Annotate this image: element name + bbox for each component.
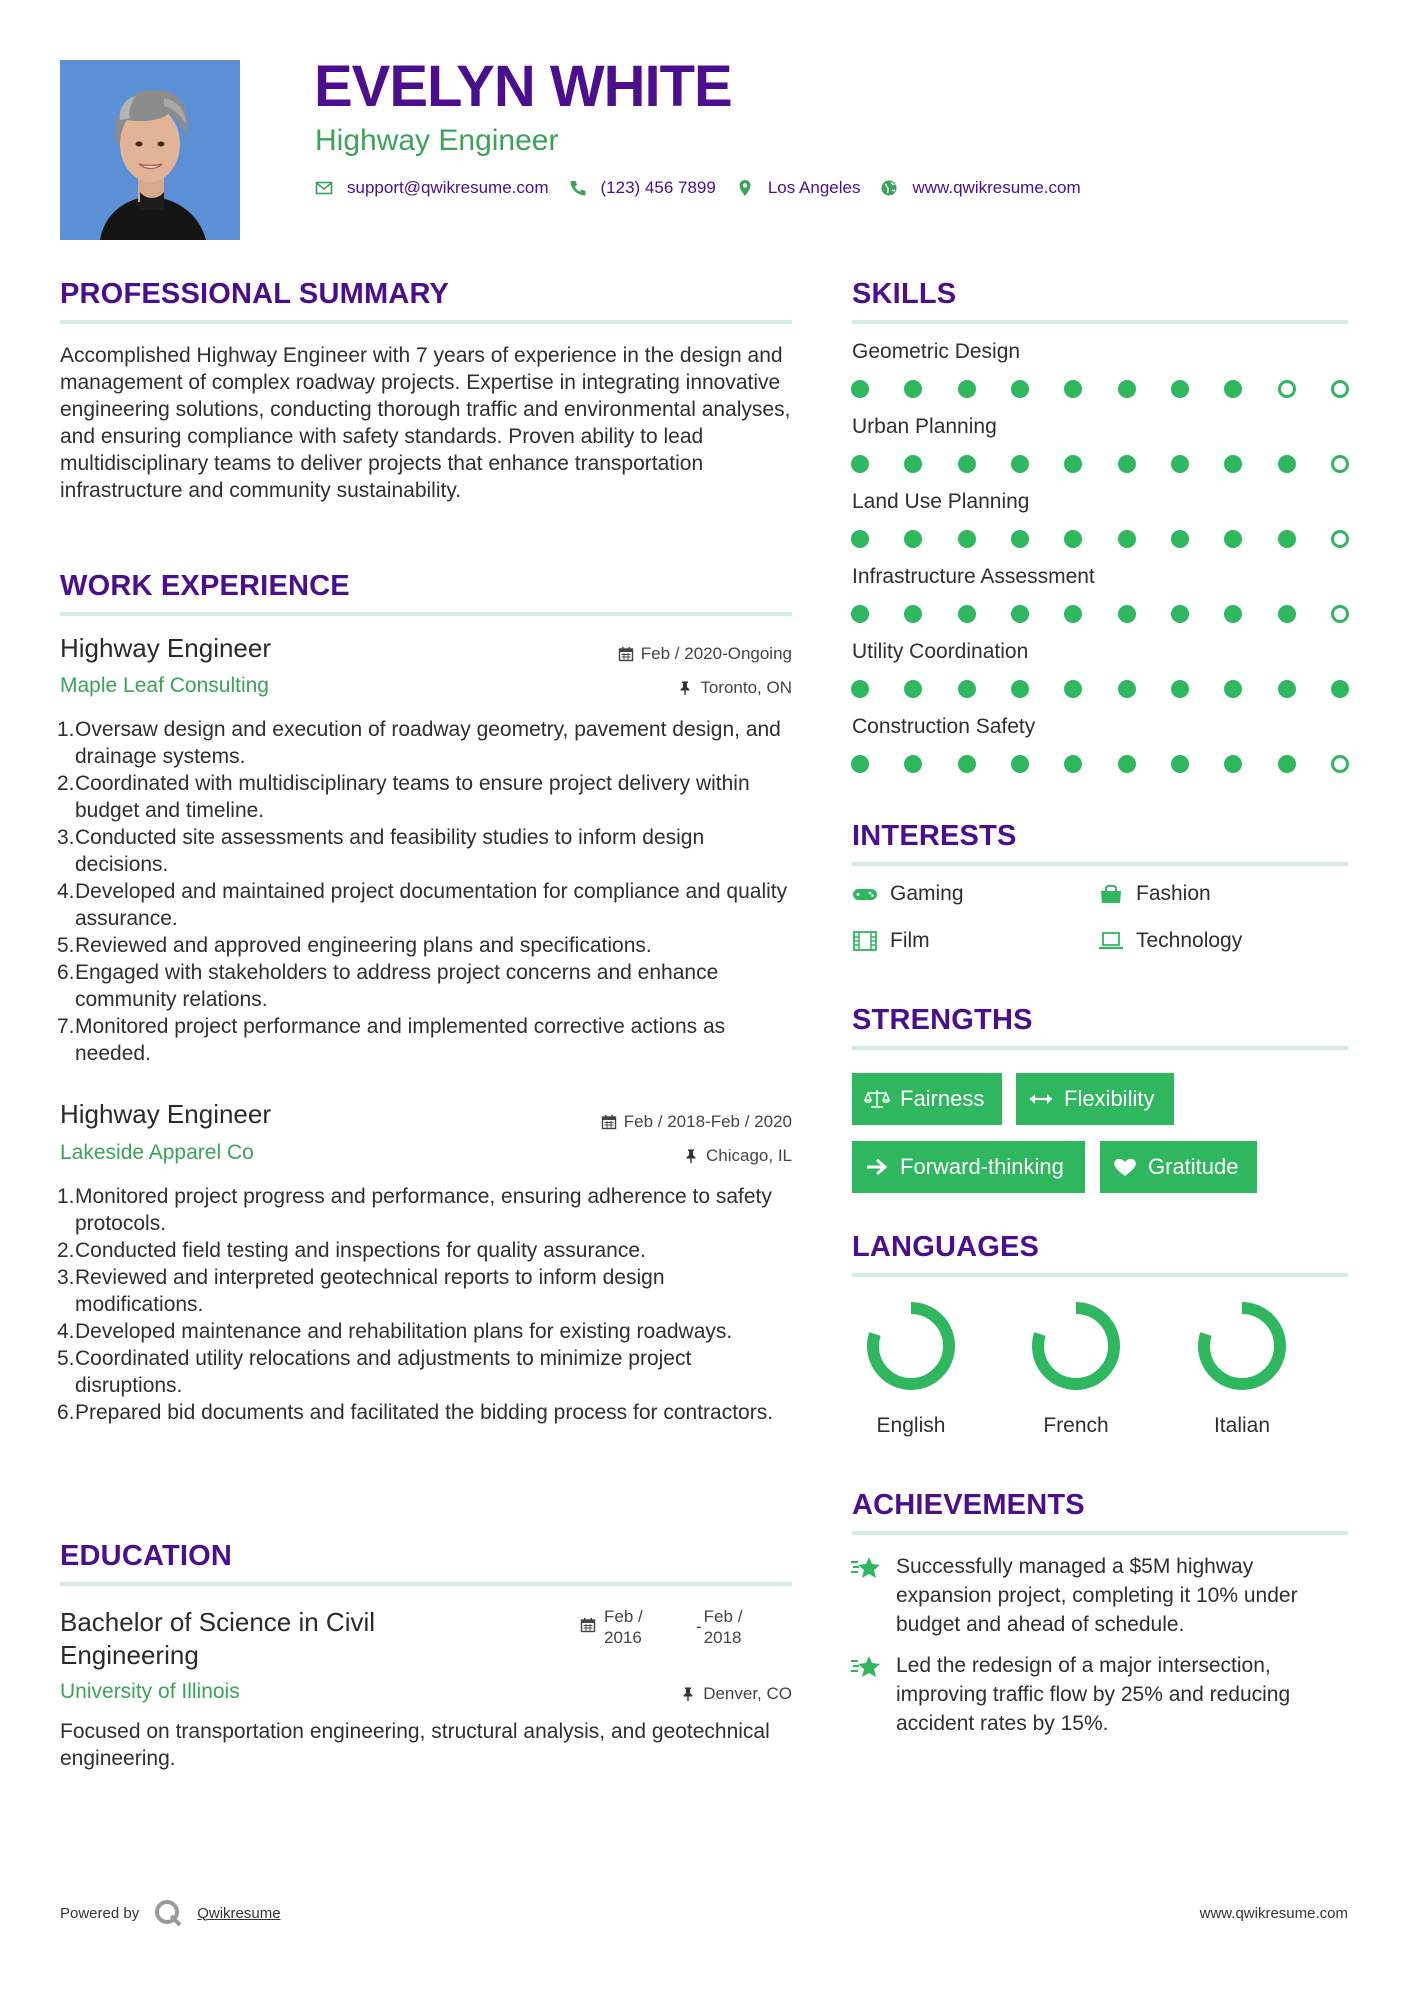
laptop-icon	[1098, 930, 1124, 952]
summary-heading: PROFESSIONAL SUMMARY	[60, 278, 450, 310]
rating-dot-filled	[851, 680, 869, 698]
strengths-divider	[852, 1046, 1348, 1050]
globe-icon	[880, 179, 898, 197]
job-2-dates	[480, 1112, 792, 1132]
footer-powered-by	[60, 1898, 281, 1928]
contact-phone[interactable]	[569, 178, 716, 198]
calendar-icon	[580, 1617, 596, 1633]
summary-divider	[60, 320, 792, 324]
education-dates	[580, 1606, 756, 1648]
job-2-duty: 5. Coordinated utility relocations and adjustments to minimize project disruptions.	[57, 1347, 692, 1397]
rating-dot-empty	[1331, 455, 1349, 473]
rating-dot-filled	[1011, 455, 1029, 473]
rating-dot-filled	[1064, 380, 1082, 398]
skill-name: Utility Coordination	[852, 640, 1029, 663]
education-degree: Bachelor of Science in Civil Engineering	[60, 1607, 376, 1670]
arrows-horizontal-icon	[1028, 1088, 1054, 1110]
rating-dot-filled	[1118, 380, 1136, 398]
skill-rating	[851, 380, 1349, 398]
language-progress-ring	[865, 1300, 957, 1392]
job-2-location	[480, 1146, 792, 1166]
duty-number: 2.	[57, 772, 75, 795]
skill-name: Construction Safety	[852, 715, 1036, 738]
rating-dot-filled	[904, 455, 922, 473]
skills-heading: SKILLS	[852, 278, 957, 310]
rating-dot-filled	[958, 530, 976, 548]
contact-phone-text: (123) 456 7899	[600, 178, 716, 197]
job-1-location-text: Toronto, ON	[700, 678, 792, 697]
interest-gaming	[852, 882, 964, 906]
rating-dot-filled	[958, 605, 976, 623]
rating-dot-filled	[1171, 380, 1189, 398]
rating-dot-filled	[1118, 455, 1136, 473]
job-2-company: Lakeside Apparel Co	[60, 1141, 254, 1164]
strength-label: Fairness	[900, 1086, 985, 1111]
balance-scale-icon	[864, 1088, 890, 1110]
phone-icon	[569, 179, 587, 197]
contact-bar	[315, 178, 1101, 198]
rating-dot-filled	[851, 605, 869, 623]
job-1-duty: 2. Coordinated with multidisciplinary teams to ensure project delivery within budget and timeline.	[57, 772, 750, 822]
rating-dot-filled	[1224, 455, 1242, 473]
education-divider	[60, 1582, 792, 1586]
rating-dot-empty	[1331, 755, 1349, 773]
job-2-title: Highway Engineer	[60, 1099, 272, 1129]
job-2-duty: 2. Conducted field testing and inspections for quality assurance.	[57, 1239, 646, 1262]
gamepad-icon	[852, 883, 878, 905]
rating-dot-filled	[1224, 755, 1242, 773]
star-award-icon	[850, 1554, 882, 1582]
rating-dot-filled	[1224, 530, 1242, 548]
rating-dot-filled	[1171, 755, 1189, 773]
rating-dot-filled	[1118, 755, 1136, 773]
language-item	[1172, 1300, 1312, 1438]
achievements-heading: ACHIEVEMENTS	[852, 1489, 1085, 1521]
strength-flexibility	[1016, 1073, 1174, 1125]
interest-technology	[1098, 929, 1242, 953]
job-1-duty: 6. Engaged with stakeholders to address project concerns and enhance community relations.	[57, 961, 719, 1011]
rating-dot-filled	[1118, 680, 1136, 698]
strength-forward-thinking	[852, 1141, 1085, 1193]
duty-number: 1.	[57, 1185, 75, 1208]
rating-dot-empty	[1331, 605, 1349, 623]
rating-dot-empty	[1331, 530, 1349, 548]
interest-label: Technology	[1136, 929, 1243, 952]
rating-dot-empty	[1278, 380, 1296, 398]
calendar-icon	[618, 646, 634, 662]
strength-label: Gratitude	[1148, 1154, 1239, 1179]
pushpin-icon	[683, 1148, 699, 1164]
achievement-item	[850, 1552, 1348, 1639]
skill-rating	[851, 680, 1349, 698]
rating-dot-empty	[1331, 380, 1349, 398]
skill-name: Geometric Design	[852, 340, 1021, 363]
language-progress-ring	[1030, 1300, 1122, 1392]
rating-dot-filled	[958, 380, 976, 398]
rating-dot-filled	[1331, 680, 1349, 698]
contact-email-text: support@qwikresume.com	[347, 178, 549, 197]
rating-dot-filled	[1011, 605, 1029, 623]
job-1-title: Highway Engineer	[60, 633, 272, 663]
job-2-location-text: Chicago, IL	[706, 1146, 792, 1165]
duty-number: 1.	[57, 718, 75, 741]
footer-website[interactable]: www.qwikresume.com	[1199, 1905, 1348, 1922]
language-progress-ring	[1196, 1300, 1288, 1392]
rating-dot-filled	[1064, 455, 1082, 473]
job-2-dates-text: Feb / 2018-Feb / 2020	[623, 1112, 792, 1131]
duty-number: 3.	[57, 1266, 75, 1289]
film-icon	[852, 930, 878, 952]
strength-gratitude	[1100, 1141, 1257, 1193]
rating-dot-filled	[1278, 755, 1296, 773]
powered-by-text: Powered by	[60, 1904, 140, 1922]
achievement-item	[850, 1651, 1348, 1738]
achievement-text: Successfully managed a $5M highway expansion project, completing it 10% under budget and ahead of schedule.	[896, 1555, 1298, 1636]
job-1-location	[480, 678, 792, 698]
language-item	[841, 1300, 981, 1438]
job-1-duty: 5. Reviewed and approved engineering plans and specifications.	[57, 934, 652, 957]
profile-photo	[60, 60, 240, 240]
rating-dot-filled	[1224, 605, 1242, 623]
interest-label: Film	[890, 929, 930, 952]
rating-dot-filled	[958, 755, 976, 773]
star-award-icon	[850, 1653, 882, 1681]
rating-dot-filled	[1224, 380, 1242, 398]
rating-dot-filled	[851, 380, 869, 398]
duty-number: 3.	[57, 826, 75, 849]
job-1-duty: 1. Oversaw design and execution of roadway geometry, pavement design, and drainage systems.	[57, 718, 781, 768]
job-1-duties	[57, 716, 792, 1067]
skill-name: Land Use Planning	[852, 490, 1030, 513]
rating-dot-filled	[1011, 530, 1029, 548]
interest-label: Fashion	[1136, 882, 1211, 905]
education-school: University of Illinois	[60, 1680, 240, 1703]
brand-link[interactable]: Qwikresume	[197, 1904, 281, 1922]
rating-dot-filled	[958, 455, 976, 473]
envelope-icon	[315, 179, 333, 197]
interest-label: Gaming	[890, 882, 964, 905]
job-2-duty: 1. Monitored project progress and performance, ensuring adherence to safety protocols.	[57, 1185, 772, 1235]
education-end: Feb / 2018	[703, 1607, 743, 1647]
duty-number: 4.	[57, 1320, 75, 1343]
experience-divider	[60, 612, 792, 616]
rating-dot-filled	[958, 680, 976, 698]
qwikresume-logo-icon	[153, 1898, 183, 1928]
duty-number: 5.	[57, 934, 75, 957]
rating-dot-filled	[904, 605, 922, 623]
education-description: Focused on transportation engineering, structural analysis, and geotechnical engineering.	[60, 1720, 770, 1770]
duty-number: 6.	[57, 1401, 75, 1424]
languages-divider	[852, 1273, 1348, 1277]
education-heading: EDUCATION	[60, 1540, 233, 1572]
duty-number: 7.	[57, 1015, 75, 1038]
skill-rating	[851, 530, 1349, 548]
rating-dot-filled	[1171, 530, 1189, 548]
heart-icon	[1112, 1156, 1138, 1178]
summary-text: Accomplished Highway Engineer with 7 years of experience in the design and management of complex roadway projects. Expertise in integrating innovative engineering solutions, conducting thorough traffic and environmental analyses, and ensuring compliance with safety standards. Proven ability to lead multidisciplinary teams to deliver projects that enhance transportation infrastructure and community sustainability.	[60, 344, 791, 502]
job-2-duty: 3. Reviewed and interpreted geotechnical reports to inform design modifications.	[57, 1266, 665, 1316]
calendar-icon	[601, 1114, 617, 1130]
contact-location-text: Los Angeles	[767, 178, 861, 197]
rating-dot-filled	[1118, 530, 1136, 548]
rating-dot-filled	[1064, 605, 1082, 623]
duty-number: 5.	[57, 1347, 75, 1370]
rating-dot-filled	[1278, 605, 1296, 623]
education-date-separator: -	[696, 1617, 702, 1636]
job-2-duties	[57, 1183, 792, 1426]
language-name: French	[1043, 1414, 1109, 1437]
rating-dot-filled	[851, 530, 869, 548]
arrow-right-icon	[864, 1156, 890, 1178]
job-1-duty: 4. Developed and maintained project documentation for compliance and quality assurance.	[57, 880, 788, 930]
rating-dot-filled	[904, 680, 922, 698]
rating-dot-filled	[1118, 605, 1136, 623]
portrait-illustration	[60, 60, 240, 240]
education-location	[480, 1684, 792, 1704]
job-1-duty: 3. Conducted site assessments and feasibility studies to inform design decisions.	[57, 826, 705, 876]
contact-website[interactable]	[880, 178, 1080, 198]
rating-dot-filled	[1171, 680, 1189, 698]
pushpin-icon	[680, 1686, 696, 1702]
duty-number: 6.	[57, 961, 75, 984]
map-pin-icon	[736, 179, 754, 197]
language-name: English	[876, 1414, 946, 1437]
job-1-duty: 7. Monitored project performance and implemented corrective actions as needed.	[57, 1015, 726, 1065]
experience-heading: WORK EXPERIENCE	[60, 570, 350, 602]
rating-dot-filled	[904, 380, 922, 398]
candidate-name: EVELYN WHITE	[314, 54, 732, 119]
skill-name: Infrastructure Assessment	[852, 565, 1095, 588]
job-2-duty: 4. Developed maintenance and rehabilitation plans for existing roadways.	[57, 1320, 733, 1343]
rating-dot-filled	[1278, 530, 1296, 548]
duty-number: 4.	[57, 880, 75, 903]
rating-dot-filled	[851, 755, 869, 773]
rating-dot-filled	[1011, 755, 1029, 773]
rating-dot-filled	[1064, 755, 1082, 773]
strengths-heading: STRENGTHS	[852, 1004, 1033, 1036]
job-2-duty: 6. Prepared bid documents and facilitated the bidding process for contractors.	[57, 1401, 774, 1424]
rating-dot-filled	[1064, 680, 1082, 698]
rating-dot-filled	[904, 530, 922, 548]
skill-rating	[851, 755, 1349, 773]
job-1-dates-text: Feb / 2020-Ongoing	[640, 644, 792, 663]
strength-fairness	[852, 1073, 1002, 1125]
duty-number: 2.	[57, 1239, 75, 1262]
contact-email[interactable]	[315, 178, 549, 198]
rating-dot-filled	[851, 455, 869, 473]
language-item	[1006, 1300, 1146, 1438]
pushpin-icon	[677, 680, 693, 696]
achievements-divider	[852, 1531, 1348, 1535]
skill-rating	[851, 605, 1349, 623]
interests-heading: INTERESTS	[852, 820, 1017, 852]
language-name: Italian	[1213, 1414, 1271, 1437]
contact-location	[736, 178, 861, 198]
languages-heading: LANGUAGES	[852, 1231, 1040, 1263]
rating-dot-filled	[904, 755, 922, 773]
rating-dot-filled	[1011, 380, 1029, 398]
rating-dot-filled	[1171, 455, 1189, 473]
interest-fashion	[1098, 882, 1211, 906]
rating-dot-filled	[1171, 605, 1189, 623]
strength-label: Forward-thinking	[900, 1154, 1064, 1179]
achievement-text: Led the redesign of a major intersection, improving traffic flow by 25% and reducing accident rates by 15%.	[896, 1654, 1291, 1735]
shopping-bag-icon	[1098, 883, 1124, 905]
rating-dot-filled	[1278, 455, 1296, 473]
contact-website-text: www.qwikresume.com	[912, 178, 1081, 197]
skill-name: Urban Planning	[852, 415, 997, 438]
skills-divider	[852, 320, 1348, 324]
candidate-role: Highway Engineer	[315, 124, 559, 157]
interests-divider	[852, 862, 1348, 866]
strength-label: Flexibility	[1064, 1086, 1155, 1111]
rating-dot-filled	[1011, 680, 1029, 698]
rating-dot-filled	[1064, 530, 1082, 548]
skill-rating	[851, 455, 1349, 473]
interest-film	[852, 929, 930, 953]
job-1-company: Maple Leaf Consulting	[60, 674, 269, 697]
job-1-dates	[480, 644, 792, 664]
rating-dot-filled	[1278, 680, 1296, 698]
education-start: Feb / 2016	[604, 1607, 643, 1647]
education-location-text: Denver, CO	[703, 1684, 792, 1703]
rating-dot-filled	[1224, 680, 1242, 698]
